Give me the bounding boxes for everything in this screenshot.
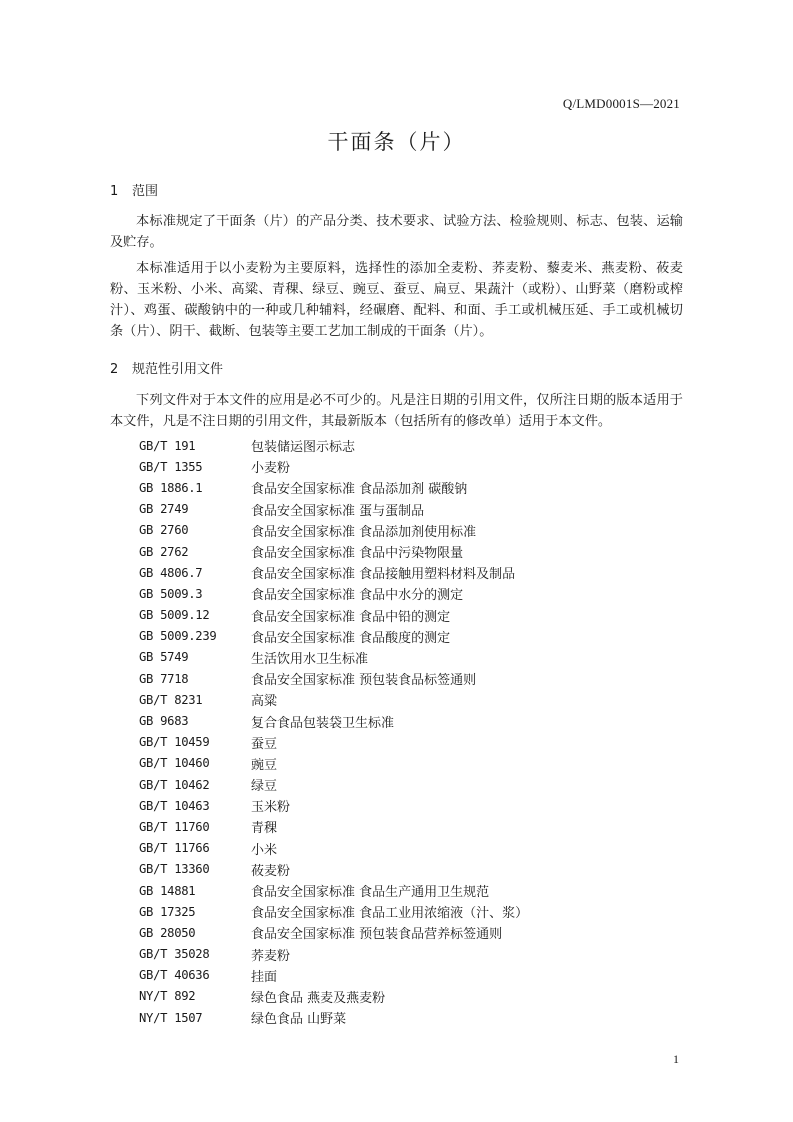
reference-code: GB/T 8231 xyxy=(139,692,203,707)
reference-title: 食品安全国家标准 食品中铅的测定 xyxy=(251,609,451,625)
reference-code: GB 2762 xyxy=(139,544,189,559)
reference-code: GB/T 11766 xyxy=(139,841,210,856)
reference-title: 食品安全国家标准 食品添加剂使用标准 xyxy=(251,524,477,540)
reference-row xyxy=(139,986,659,1007)
reference-title: 食品安全国家标准 预包装食品标签通则 xyxy=(251,673,477,689)
reference-title: 绿色食品 燕麦及燕麦粉 xyxy=(251,990,386,1006)
section-title: 规范性引用文件 xyxy=(132,362,224,377)
reference-code: GB 2760 xyxy=(139,523,189,538)
reference-code: GB 9683 xyxy=(139,714,189,729)
references-intro-paragraph: 下列文件对于本文件的应用是必不可少的。凡是注日期的引用文件，仅所注日期的版本适用于本文件，凡是不注日期的引用文件，其最新版本（包括所有的修改单）适用于本文件。 xyxy=(110,393,683,429)
reference-row xyxy=(139,774,659,795)
reference-code: NY/T 1507 xyxy=(139,1010,203,1025)
reference-row xyxy=(139,944,659,965)
reference-code: GB/T 10463 xyxy=(139,798,210,813)
reference-row xyxy=(139,816,659,837)
reference-row xyxy=(139,922,659,943)
reference-code: GB 5009.12 xyxy=(139,608,210,623)
reference-title: 玉米粉 xyxy=(251,800,291,816)
reference-code: GB/T 35028 xyxy=(139,947,210,962)
reference-code: GB/T 11760 xyxy=(139,819,210,834)
reference-title: 挂面 xyxy=(251,969,278,985)
reference-title: 食品安全国家标准 食品生产通用卫生规范 xyxy=(251,885,490,901)
reference-row xyxy=(139,901,659,922)
reference-row xyxy=(139,689,659,710)
reference-row xyxy=(139,456,659,477)
scope-paragraph: 本标准适用于以小麦粉为主要原料，选择性的添加全麦粉、荞麦粉、藜麦米、燕麦粉、莜麦粉、玉米粉、小米、高粱、青稞、绿豆、豌豆、蚕豆、扁豆、果蔬汁（或粉）、山野菜（磨粉或榨汁）、鸡蛋、碳酸钠中的一种或几种辅料，经碾磨、配料、和面、手工或机械压延、手工或机械切条（片）、阴干、截断、包装等主要工艺加工制成的干面条（片）。 xyxy=(110,261,683,339)
scope-paragraph: 本标准规定了干面条（片）的产品分类、技术要求、试验方法、检验规则、标志、包装、运输及贮存。 xyxy=(110,214,683,250)
section-heading-normative-references xyxy=(110,358,223,377)
reference-list xyxy=(139,435,659,1028)
reference-title: 荞麦粉 xyxy=(251,948,291,964)
reference-title: 莜麦粉 xyxy=(251,863,291,879)
section-number: 1 xyxy=(110,184,119,199)
reference-code: GB 7718 xyxy=(139,671,189,686)
reference-code: GB 5009.3 xyxy=(139,586,203,601)
reference-code: GB/T 40636 xyxy=(139,968,210,983)
reference-title: 豌豆 xyxy=(251,757,278,773)
reference-title: 小麦粉 xyxy=(251,461,291,477)
reference-title: 绿豆 xyxy=(251,779,278,795)
reference-row xyxy=(139,859,659,880)
reference-title: 食品安全国家标准 食品接触用塑料材料及制品 xyxy=(251,567,516,583)
reference-row xyxy=(139,880,659,901)
section-title: 范围 xyxy=(132,184,159,199)
reference-row xyxy=(139,477,659,498)
reference-row xyxy=(139,1007,659,1028)
reference-title: 食品安全国家标准 蛋与蛋制品 xyxy=(251,503,425,519)
reference-title: 食品安全国家标准 食品添加剂 碳酸钠 xyxy=(251,482,468,498)
reference-title: 食品安全国家标准 食品酸度的测定 xyxy=(251,630,451,646)
reference-title: 生活饮用水卫生标准 xyxy=(251,651,369,667)
reference-code: GB/T 13360 xyxy=(139,862,210,877)
reference-code: GB 5009.239 xyxy=(139,629,217,644)
reference-row xyxy=(139,626,659,647)
reference-code: GB/T 1355 xyxy=(139,459,203,474)
reference-title: 小米 xyxy=(251,842,278,858)
reference-row xyxy=(139,520,659,541)
reference-title: 食品安全国家标准 食品中污染物限量 xyxy=(251,546,464,562)
reference-code: GB 1886.1 xyxy=(139,480,203,495)
reference-code: GB 14881 xyxy=(139,883,196,898)
reference-row xyxy=(139,753,659,774)
reference-row xyxy=(139,605,659,626)
reference-title: 绿色食品 山野菜 xyxy=(251,1012,347,1028)
reference-code: GB/T 191 xyxy=(139,438,196,453)
reference-title: 青稞 xyxy=(251,821,278,837)
reference-row xyxy=(139,732,659,753)
reference-code: GB 4806.7 xyxy=(139,565,203,580)
page-title: 干面条（片） xyxy=(327,130,466,154)
reference-row xyxy=(139,965,659,986)
reference-code: GB/T 10460 xyxy=(139,756,210,771)
reference-title: 复合食品包装袋卫生标准 xyxy=(251,715,395,731)
reference-row xyxy=(139,562,659,583)
reference-title: 包装储运图示标志 xyxy=(251,440,356,456)
reference-row xyxy=(139,838,659,859)
reference-title: 食品安全国家标准 食品工业用浓缩液（汁、浆） xyxy=(251,906,529,922)
reference-row xyxy=(139,668,659,689)
page-number: 1 xyxy=(673,1052,679,1066)
reference-row xyxy=(139,583,659,604)
reference-code: GB 5749 xyxy=(139,650,189,665)
reference-title: 蚕豆 xyxy=(251,736,278,752)
reference-row xyxy=(139,647,659,668)
reference-code: NY/T 892 xyxy=(139,989,196,1004)
document-code: Q/LMD0001S—2021 xyxy=(562,96,680,111)
reference-row xyxy=(139,499,659,520)
reference-title: 食品安全国家标准 食品中水分的测定 xyxy=(251,588,464,604)
reference-code: GB 17325 xyxy=(139,904,196,919)
reference-code: GB/T 10459 xyxy=(139,735,210,750)
reference-title: 高粱 xyxy=(251,694,278,710)
reference-code: GB 2749 xyxy=(139,502,189,517)
reference-code: GB 28050 xyxy=(139,925,196,940)
reference-title: 食品安全国家标准 预包装食品营养标签通则 xyxy=(251,927,503,943)
reference-row xyxy=(139,435,659,456)
reference-code: GB/T 10462 xyxy=(139,777,210,792)
reference-row xyxy=(139,541,659,562)
reference-row xyxy=(139,710,659,731)
section-heading-scope xyxy=(110,180,158,199)
section-number: 2 xyxy=(110,362,119,377)
reference-row xyxy=(139,795,659,816)
